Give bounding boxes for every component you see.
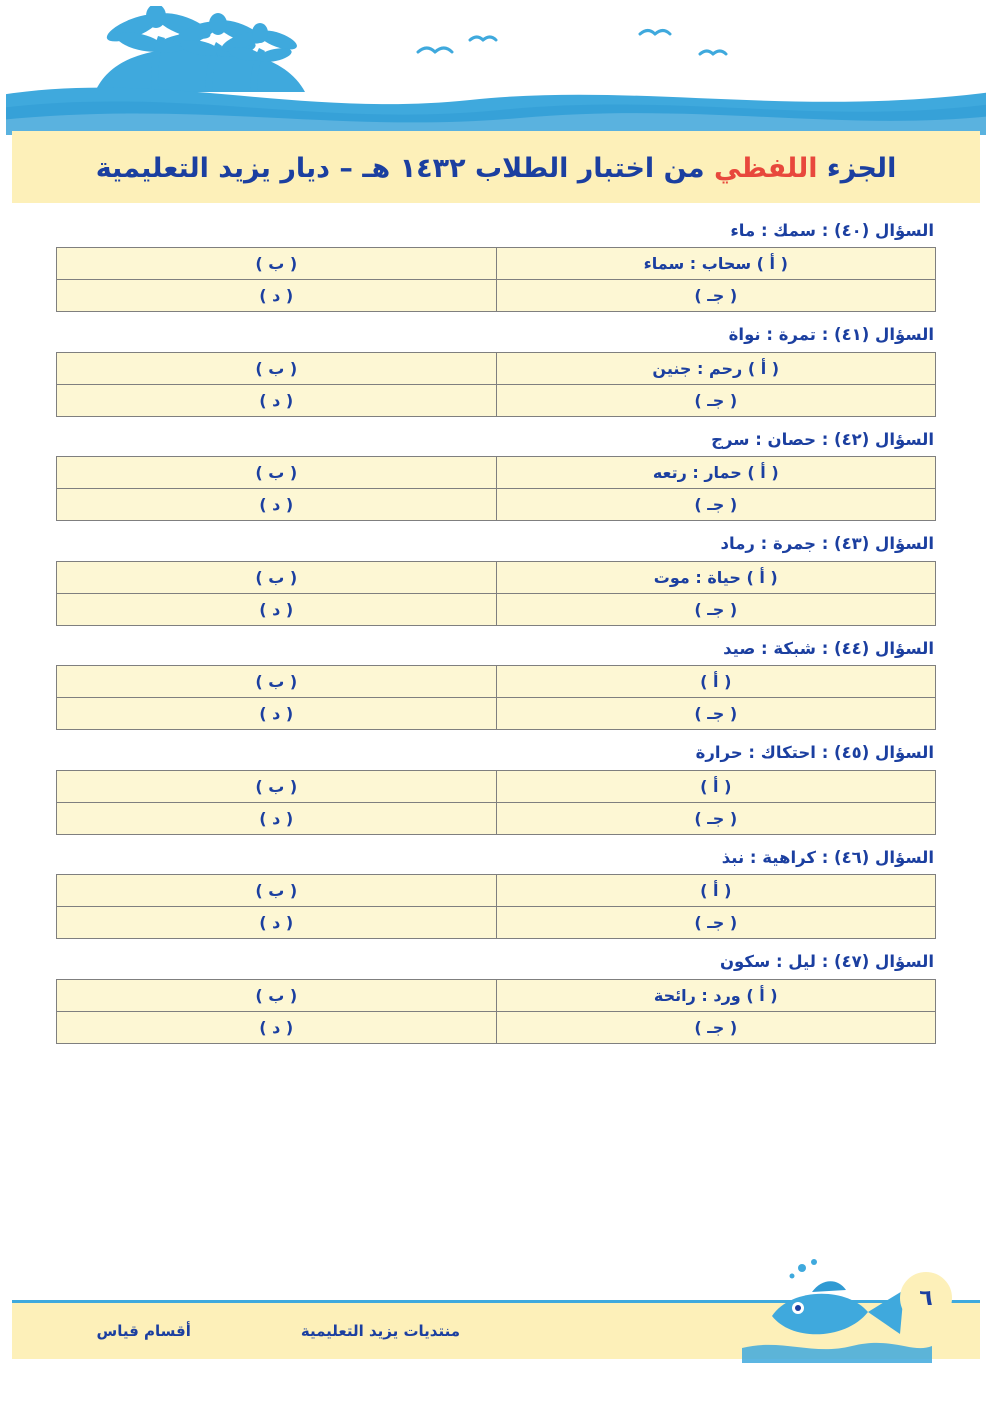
question-block bbox=[56, 322, 936, 416]
option-a[interactable]: ( أ ) سحاب : سماء bbox=[496, 248, 936, 280]
option-b[interactable]: ( ب ) bbox=[57, 770, 497, 802]
question-prompt: السؤال (٤٢) : حصان : سرج bbox=[711, 429, 934, 449]
question-prompt: السؤال (٤٠) : سمك : ماء bbox=[730, 221, 934, 240]
table-row bbox=[57, 489, 936, 521]
question-prompt: السؤال (٤٤) : شبكة : صيد bbox=[723, 638, 934, 658]
title-part-2: من اختبار الطلاب ١٤٣٢ هـ – ديار يزيد التعليمية bbox=[95, 153, 714, 184]
option-c[interactable]: ( جـ ) bbox=[496, 907, 936, 939]
option-c[interactable]: ( جـ ) bbox=[496, 280, 936, 312]
option-c[interactable]: ( جـ ) bbox=[496, 1011, 936, 1043]
table-row bbox=[57, 907, 936, 939]
option-a[interactable]: ( أ ) bbox=[496, 666, 936, 698]
table-row bbox=[57, 666, 936, 698]
option-b[interactable]: ( ب ) bbox=[57, 561, 497, 593]
option-d[interactable]: ( د ) bbox=[57, 698, 497, 730]
table-row bbox=[57, 698, 936, 730]
option-b[interactable]: ( ب ) bbox=[57, 666, 497, 698]
option-a[interactable]: ( أ ) bbox=[496, 770, 936, 802]
question-block bbox=[56, 949, 936, 1043]
question-prompt: السؤال (٤٦) : كراهية : نبذ bbox=[721, 847, 934, 867]
option-b[interactable]: ( ب ) bbox=[57, 248, 497, 280]
option-d[interactable]: ( د ) bbox=[57, 280, 497, 312]
footer-forum-name: منتديات يزيد التعليمية bbox=[300, 1322, 460, 1340]
option-c[interactable]: ( جـ ) bbox=[496, 489, 936, 521]
options-table bbox=[56, 874, 936, 939]
table-row bbox=[57, 770, 936, 802]
footer-section-name: أقسام قياس bbox=[96, 1322, 191, 1340]
option-c[interactable]: ( جـ ) bbox=[496, 698, 936, 730]
page-title bbox=[96, 153, 897, 184]
question-block bbox=[56, 218, 936, 312]
options-table bbox=[56, 665, 936, 730]
table-row bbox=[57, 1011, 936, 1043]
table-row bbox=[57, 593, 936, 625]
option-b[interactable]: ( ب ) bbox=[57, 979, 497, 1011]
option-a[interactable]: ( أ ) حياة : موت bbox=[496, 561, 936, 593]
option-a[interactable]: ( أ ) رحم : جنين bbox=[496, 352, 936, 384]
table-row bbox=[57, 384, 936, 416]
question-block bbox=[56, 531, 936, 625]
questions-container bbox=[56, 218, 936, 1054]
options-table bbox=[56, 561, 936, 626]
option-a[interactable]: ( أ ) bbox=[496, 875, 936, 907]
footer-whitespace bbox=[0, 1359, 992, 1403]
option-d[interactable]: ( د ) bbox=[57, 1011, 497, 1043]
table-row bbox=[57, 979, 936, 1011]
question-prompt: السؤال (٤١) : تمرة : نواة bbox=[728, 325, 934, 345]
question-block bbox=[56, 845, 936, 939]
table-row bbox=[57, 875, 936, 907]
option-b[interactable]: ( ب ) bbox=[57, 457, 497, 489]
option-b[interactable]: ( ب ) bbox=[57, 352, 497, 384]
table-row bbox=[57, 280, 936, 312]
table-row bbox=[57, 561, 936, 593]
option-c[interactable]: ( جـ ) bbox=[496, 593, 936, 625]
option-d[interactable]: ( د ) bbox=[57, 489, 497, 521]
question-prompt: السؤال (٤٧) : ليل : سكون bbox=[719, 952, 934, 972]
option-c[interactable]: ( جـ ) bbox=[496, 802, 936, 834]
options-table bbox=[56, 352, 936, 417]
title-part-1: الجزء bbox=[817, 153, 897, 184]
options-table bbox=[56, 456, 936, 521]
options-table bbox=[56, 770, 936, 835]
options-table bbox=[56, 979, 936, 1044]
option-a[interactable]: ( أ ) حمار : رتعه bbox=[496, 457, 936, 489]
table-row bbox=[57, 802, 936, 834]
option-a[interactable]: ( أ ) ورد : رائحة bbox=[496, 979, 936, 1011]
question-prompt: السؤال (٤٥) : احتكاك : حرارة bbox=[695, 743, 934, 763]
question-block bbox=[56, 636, 936, 730]
question-block bbox=[56, 427, 936, 521]
option-d[interactable]: ( د ) bbox=[57, 593, 497, 625]
table-row bbox=[57, 457, 936, 489]
page-number-badge: ٦ bbox=[900, 1272, 952, 1324]
question-prompt: السؤال (٤٣) : جمرة : رماد bbox=[720, 534, 934, 554]
option-d[interactable]: ( د ) bbox=[57, 802, 497, 834]
title-highlight: اللفظي bbox=[714, 153, 818, 184]
option-d[interactable]: ( د ) bbox=[57, 907, 497, 939]
table-row bbox=[57, 248, 936, 280]
question-block bbox=[56, 740, 936, 834]
document-title-band bbox=[12, 131, 980, 203]
option-d[interactable]: ( د ) bbox=[57, 384, 497, 416]
options-table bbox=[56, 247, 936, 312]
option-b[interactable]: ( ب ) bbox=[57, 875, 497, 907]
header-illustration bbox=[0, 0, 992, 135]
option-c[interactable]: ( جـ ) bbox=[496, 384, 936, 416]
table-row bbox=[57, 352, 936, 384]
